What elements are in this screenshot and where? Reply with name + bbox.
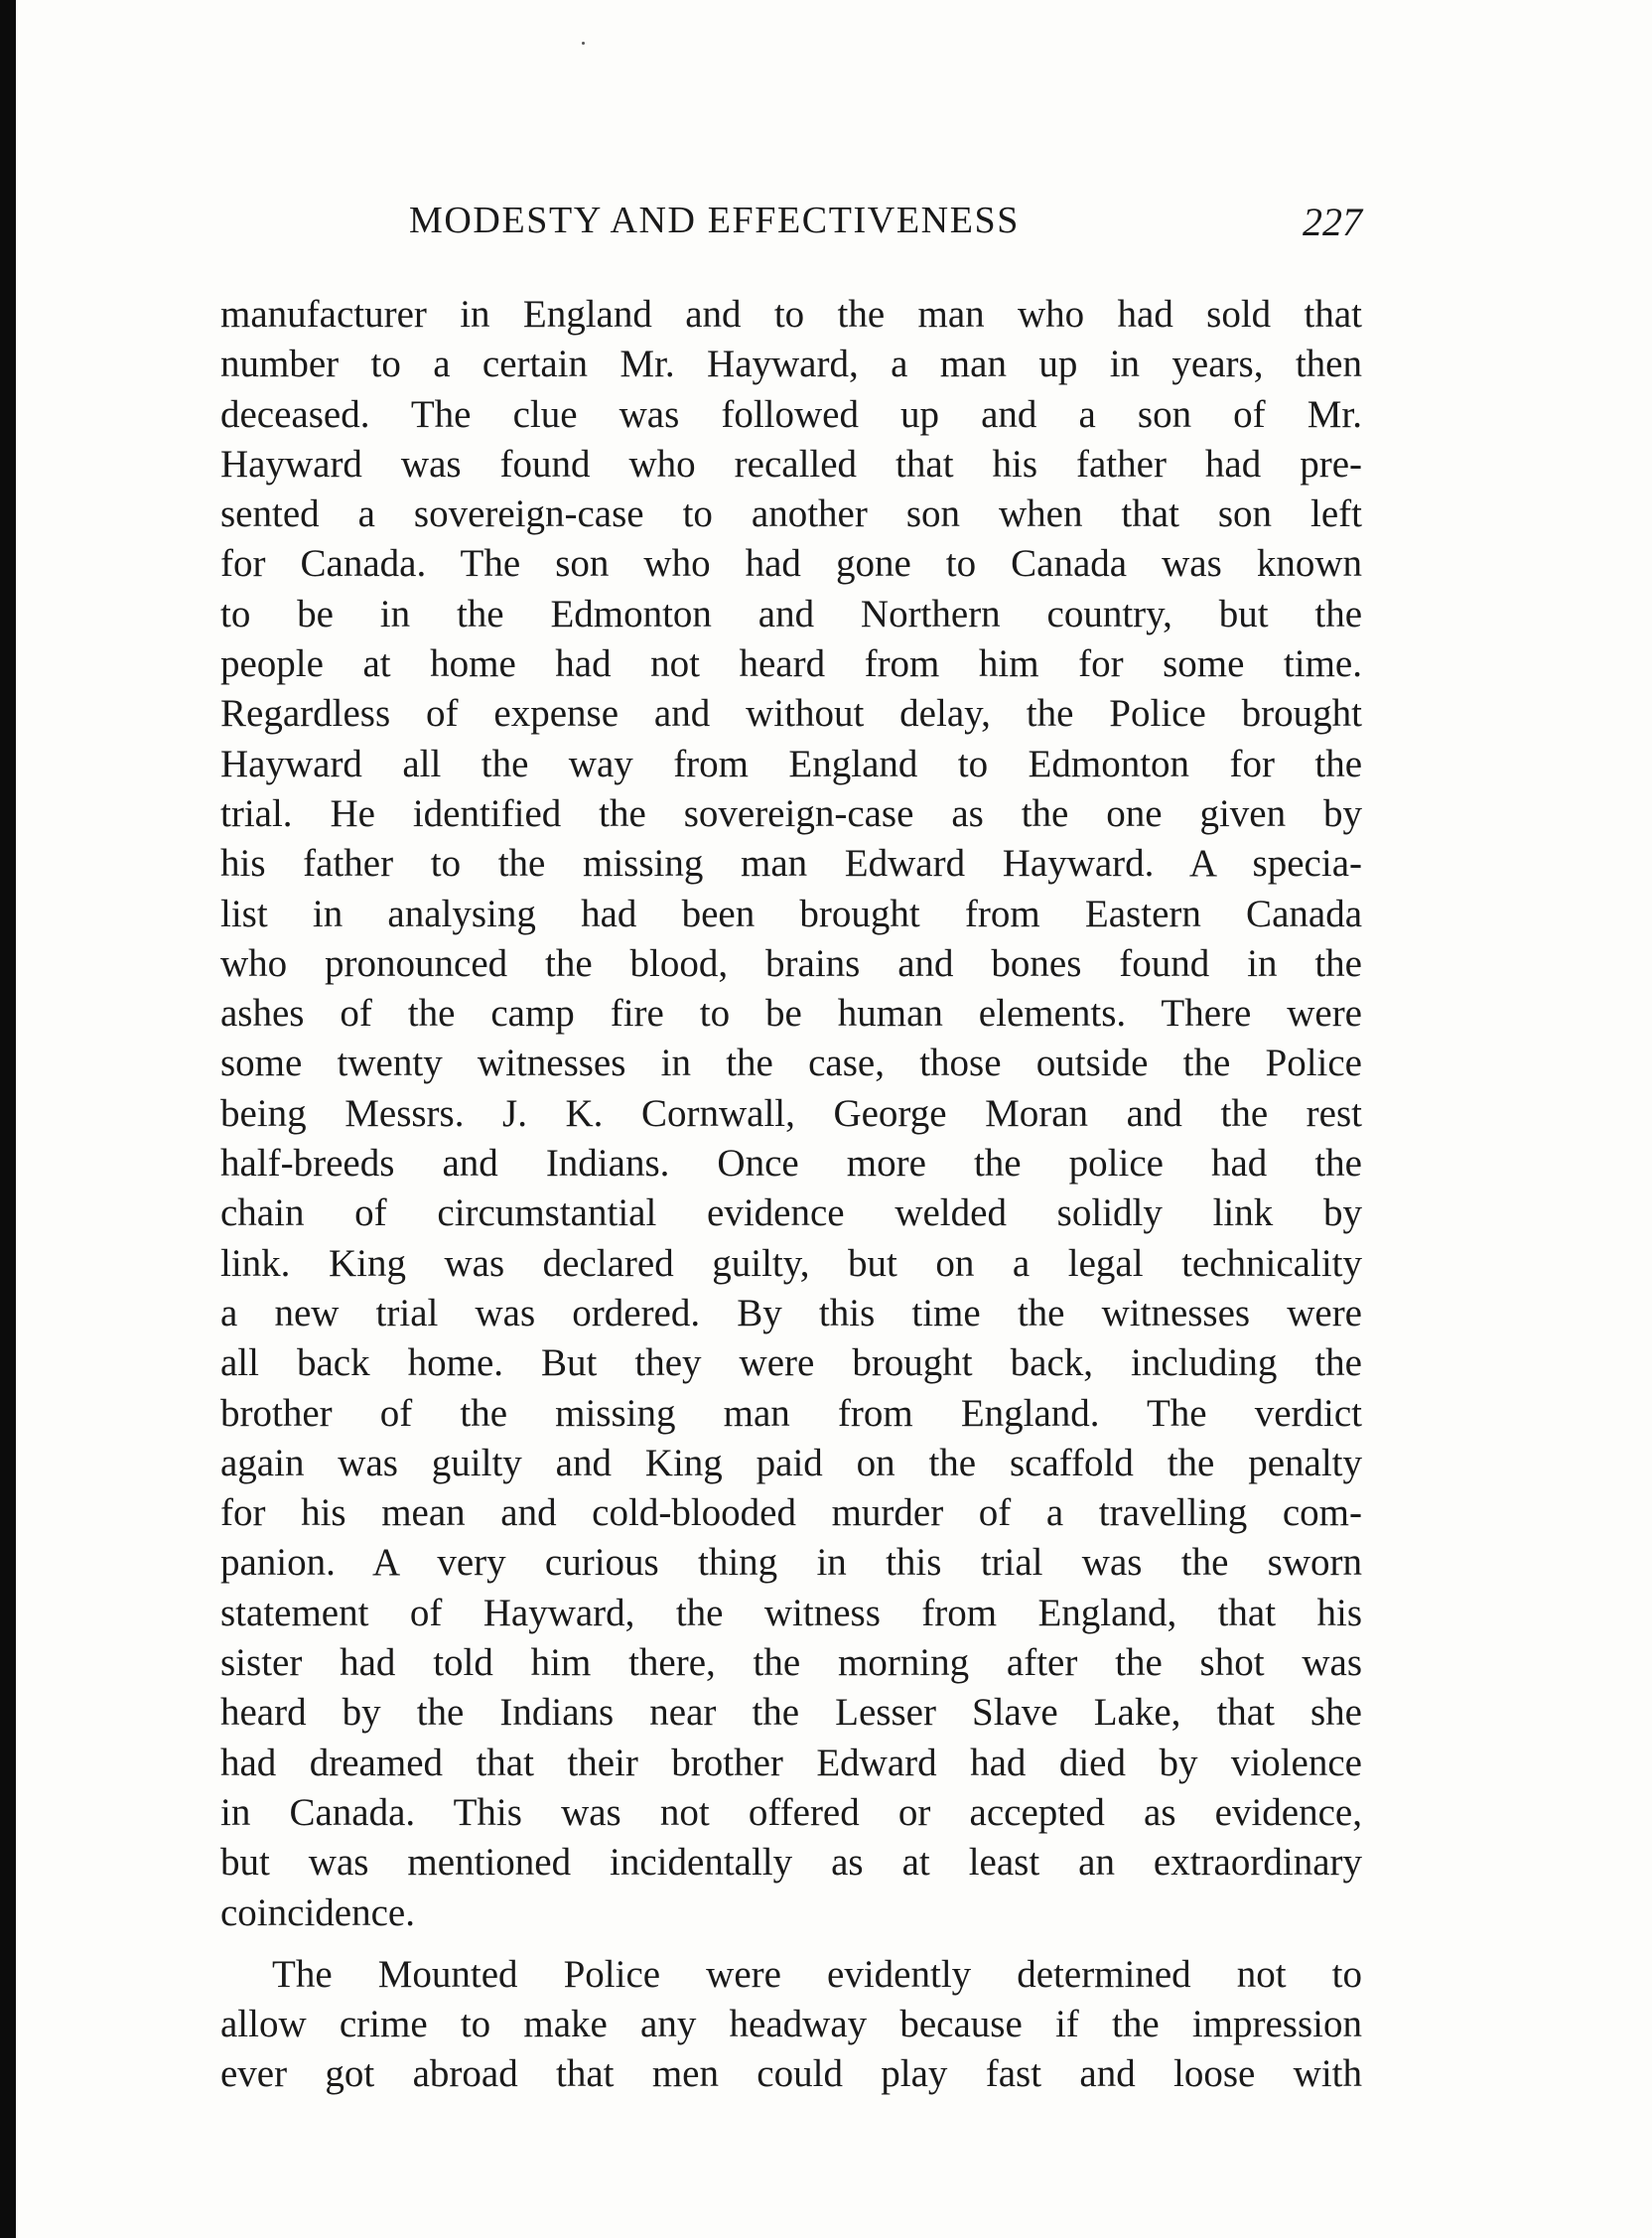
text-line: ever got abroad that men could play fast and loose with (220, 2052, 1362, 2096)
text-line: to be in the Edmonton and Northern country, but the (220, 592, 1362, 635)
text-line: all back home. But they were brought back, including the (220, 1341, 1362, 1385)
binding-shadow (0, 0, 16, 2238)
text-line: manufacturer in England and to the man who had sold that (220, 293, 1362, 336)
text-line: for Canada. The son who had gone to Canada was known (220, 542, 1362, 586)
text-line: panion. A very curious thing in this trial was the sworn (220, 1541, 1362, 1585)
text-line: The Mounted Police were evidently determined not to (272, 1952, 1362, 1996)
text-line: ashes of the camp fire to be human elements. There were (220, 992, 1362, 1036)
text-line: half-breeds and Indians. Once more the police had the (220, 1142, 1362, 1186)
paragraph-gap (220, 1938, 1362, 1950)
text-line: sented a sovereign-case to another son when that son left (220, 492, 1362, 536)
text-line: list in analysing had been brought from Eastern Canada (220, 892, 1362, 935)
text-line: his father to the missing man Edward Hayward. A specia- (220, 842, 1362, 886)
running-title: MODESTY AND EFFECTIVENESS (409, 200, 1020, 241)
body-text (220, 290, 1362, 2100)
text-line: deceased. The clue was followed up and a son of Mr. (220, 392, 1362, 436)
text-line: had dreamed that their brother Edward had died by violence (220, 1741, 1362, 1784)
ink-speck (582, 42, 585, 45)
text-line: trial. He identified the sovereign-case as the one given by (220, 791, 1362, 835)
text-line: coincidence. (220, 1890, 415, 1934)
text-line: link. King was declared guilty, but on a legal technicality (220, 1241, 1362, 1285)
paragraph-1 (220, 290, 1362, 1938)
text-line: people at home had not heard from him for some time. (220, 642, 1362, 686)
text-line: brother of the missing man from England. The verdict (220, 1391, 1362, 1435)
text-line: sister had told him there, the morning after the shot was (220, 1641, 1362, 1685)
text-line: again was guilty and King paid on the scaffold the penalty (220, 1441, 1362, 1484)
text-line: in Canada. This was not offered or accepted as evidence, (220, 1790, 1362, 1834)
text-line: Regardless of expense and without delay, the Police brought (220, 692, 1362, 736)
text-line: chain of circumstantial evidence welded solidly link by (220, 1191, 1362, 1235)
text-line: number to a certain Mr. Hayward, a man up in years, then (220, 343, 1362, 386)
text-line: allow crime to make any headway because if the impression (220, 2003, 1362, 2046)
text-line: being Messrs. J. K. Cornwall, George Moran and the rest (220, 1091, 1362, 1135)
text-line: some twenty witnesses in the case, those outside the Police (220, 1042, 1362, 1085)
text-line: Hayward all the way from England to Edmonton for the (220, 742, 1362, 785)
text-line: who pronounced the blood, brains and bones found in the (220, 941, 1362, 985)
text-line: for his mean and cold-blooded murder of a travelling com- (220, 1491, 1362, 1535)
paragraph-2 (220, 1950, 1362, 2100)
text-line: statement of Hayward, the witness from England, that his (220, 1591, 1362, 1634)
page-number: 227 (1303, 200, 1362, 244)
text-line: but was mentioned incidentally as at least an extraordinary (220, 1841, 1362, 1885)
text-line: a new trial was ordered. By this time the witnesses were (220, 1291, 1362, 1334)
text-line: heard by the Indians near the Lesser Slave Lake, that she (220, 1691, 1362, 1735)
running-head (220, 199, 1362, 258)
text-line: Hayward was found who recalled that his father had pre- (220, 442, 1362, 486)
